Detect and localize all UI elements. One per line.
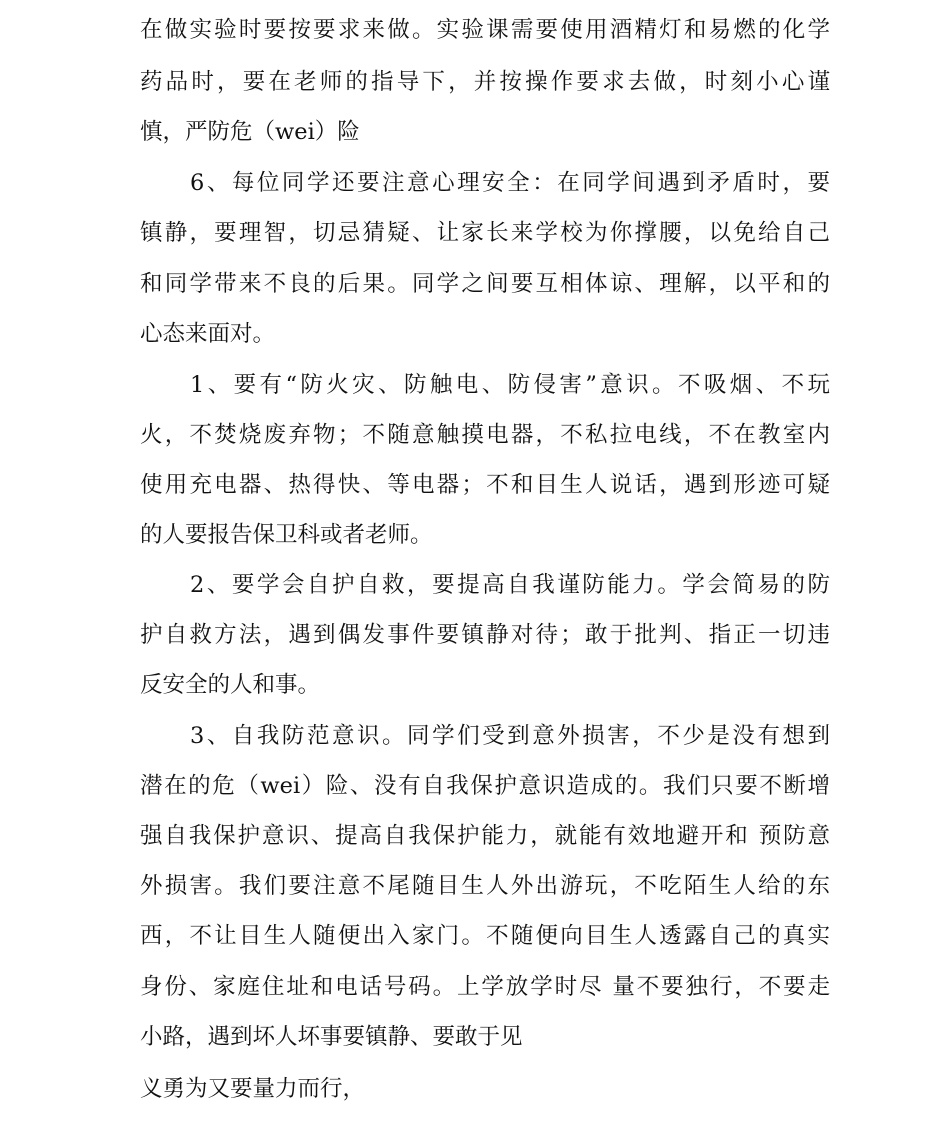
text-line: 慎，严防危（wei）险: [140, 119, 360, 145]
text-line: 的人要报告保卫科或者老师。: [140, 522, 433, 548]
text-line: 小路，遇到坏人坏事要镇静、要敢于见: [140, 1024, 523, 1050]
text-line: 药品时，要在老师的指导下，并按操作要求去做，时刻小心谨: [140, 69, 830, 95]
text-line: 火，不焚烧废弃物；不随意触摸电器，不私拉电线，不在教室内: [140, 422, 830, 448]
text-line: 和同学带来不良的后果。同学之间要互相体谅、理解，以平和的: [140, 271, 830, 297]
text-line: 义勇为又要量力而行，: [140, 1076, 366, 1102]
text-line: 身份、家庭住址和电话号码。上学放学时尽 量不要独行，不要走: [140, 974, 830, 1000]
text-line: 潜在的危（wei）险、没有自我保护意识造成的。我们只要不断增: [140, 773, 830, 799]
text-line: 护自救方法，遇到偶发事件要镇静对待；敢于批判、指正一切违: [140, 622, 830, 648]
text-line: 6、每位同学还要注意心理安全：在同学间遇到矛盾时，要: [190, 170, 830, 196]
text-line: 镇静，要理智，切忌猜疑、让家长来学校为你撑腰，以免给自己: [140, 220, 830, 246]
text-line: 3、自我防范意识。同学们受到意外损害，不少是没有想到: [190, 723, 830, 749]
text-line: 西，不让目生人随便出入家门。不随便向目生人透露自己的真实: [140, 923, 830, 949]
text-line: 外损害。我们要注意不尾随目生人外出游玩，不吃陌生人给的东: [140, 873, 830, 899]
text-line: 2、要学会自护自救，要提高自我谨防能力。学会简易的防: [190, 572, 830, 598]
text-line: 在做实验时要按要求来做。实验课需要使用酒精灯和易燃的化学: [140, 17, 830, 43]
text-line: 心态来面对。: [140, 321, 276, 347]
text-line: 使用充电器、热得快、等电器；不和目生人说话，遇到形迹可疑: [140, 472, 830, 498]
text-line: 1、要有“防火灾、防触电、防侵害”意识。不吸烟、不玩: [190, 372, 830, 398]
text-line: 强自我保护意识、提高自我保护能力，就能有效地避开和 预防意: [140, 823, 830, 849]
text-line: 反安全的人和事。: [140, 672, 321, 698]
